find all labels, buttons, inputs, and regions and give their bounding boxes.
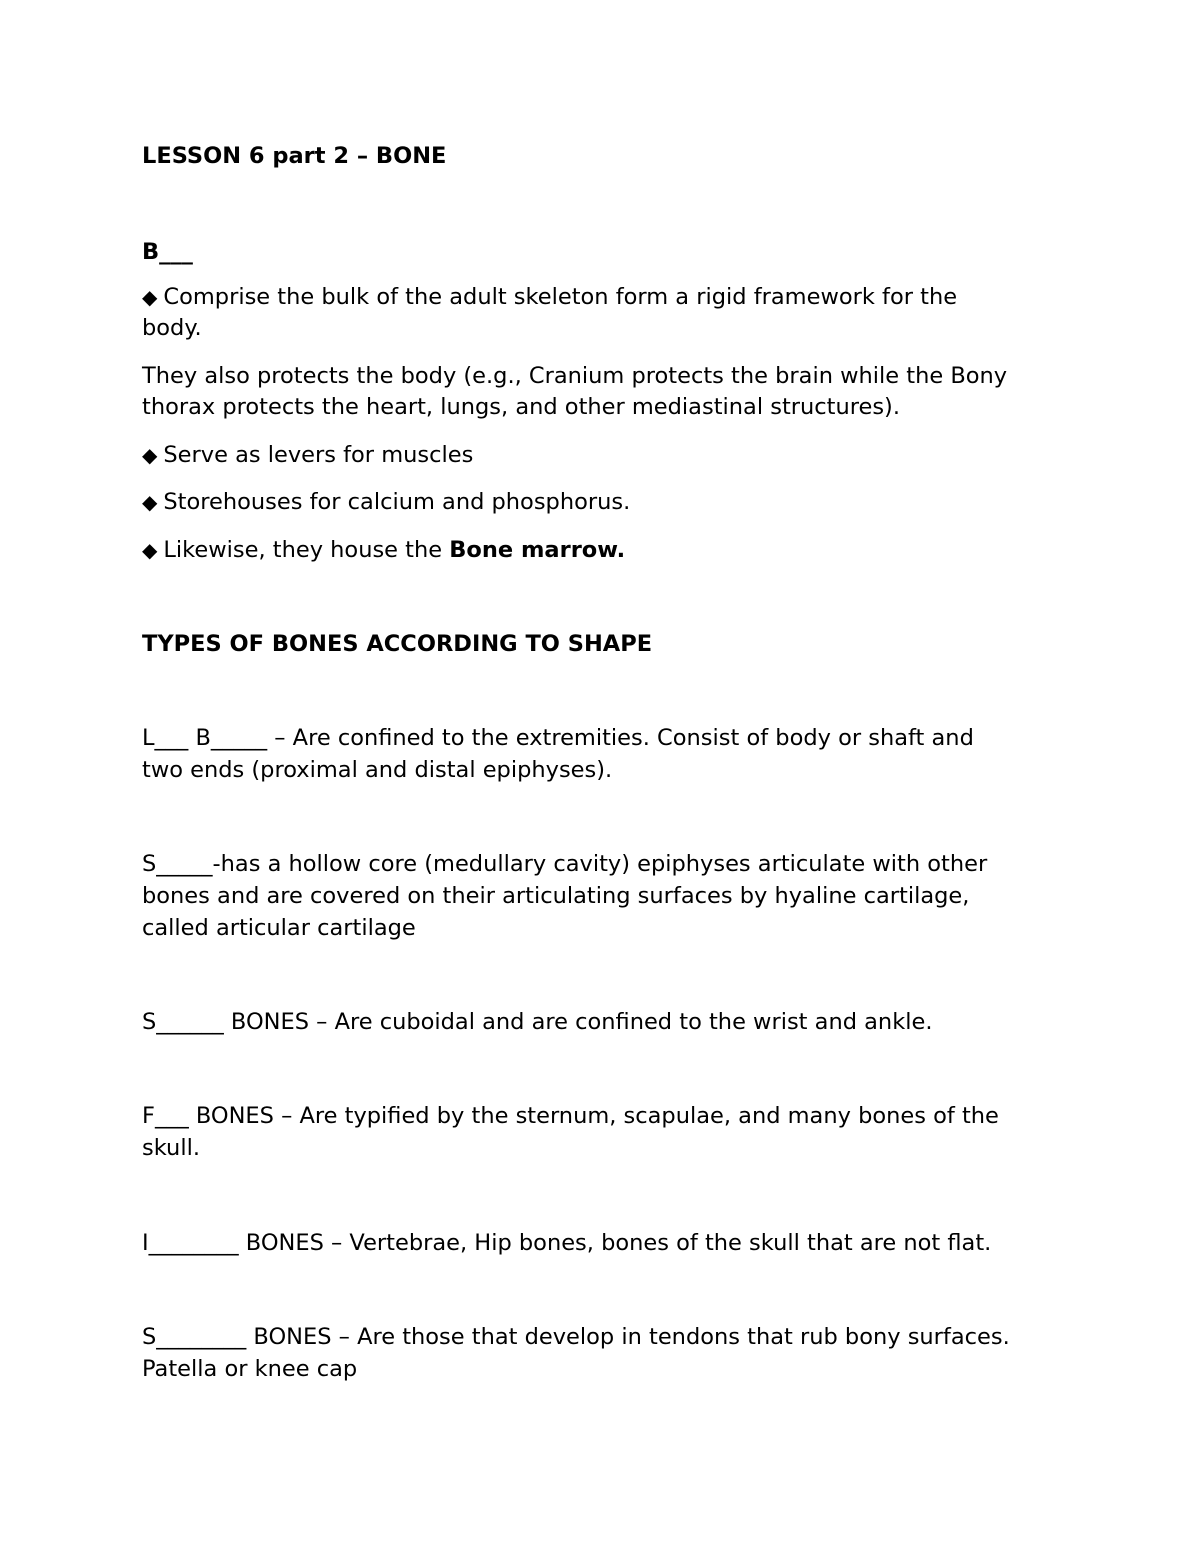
sesamoid-bones-line1: S________ BONES – Are those that develop in tendons that rub bony surfaces. <box>142 1324 1010 1350</box>
page-title: LESSON 6 part 2 – BONE <box>142 143 447 169</box>
bullet-framework-cont: body. <box>142 315 202 341</box>
bullet-text: Comprise the bulk of the adult skeleton form a rigid framework for the <box>163 284 958 310</box>
bullet-text: Likewise, they house the <box>163 537 450 563</box>
bullet-storehouses <box>142 486 630 518</box>
short-bones: S______ BONES – Are cuboidal and are confined to the wrist and ankle. <box>142 1009 933 1035</box>
long-bones-line2: two ends (proximal and distal epiphyses). <box>142 757 613 783</box>
bullet-marrow <box>142 534 625 566</box>
flat-bones-line2: skull. <box>142 1135 200 1161</box>
bullet-text: Serve as levers for muscles <box>163 442 474 468</box>
irregular-bones: I________ BONES – Vertebrae, Hip bones, bones of the skull that are not flat. <box>142 1230 992 1256</box>
shaft-line2: bones and are covered on their articulating surfaces by hyaline cartilage, <box>142 883 970 909</box>
flat-bones-line1: F___ BONES – Are typified by the sternum, scapulae, and many bones of the <box>142 1103 999 1129</box>
section-heading-bones: B___ <box>142 239 193 265</box>
bullet-bold-text: Bone marrow. <box>449 537 626 563</box>
long-bones-line1: L___ B_____ – Are confined to the extremities. Consist of body or shaft and <box>142 725 974 751</box>
diamond-bullet-icon: ◆ <box>142 443 158 467</box>
diamond-bullet-icon: ◆ <box>142 285 158 309</box>
paragraph-protects-line1: They also protects the body (e.g., Cranium protects the brain while the Bony <box>142 363 1008 389</box>
shaft-line1: S_____-has a hollow core (medullary cavity) epiphyses articulate with other <box>142 851 988 877</box>
diamond-bullet-icon: ◆ <box>142 538 158 562</box>
shaft-line3: called articular cartilage <box>142 915 416 941</box>
paragraph-protects-line2: thorax protects the heart, lungs, and other mediastinal structures). <box>142 394 900 420</box>
bullet-levers <box>142 439 473 471</box>
bullet-text: Storehouses for calcium and phosphorus. <box>163 489 631 515</box>
sesamoid-bones-line2: Patella or knee cap <box>142 1356 358 1382</box>
bullet-framework <box>142 281 957 313</box>
diamond-bullet-icon: ◆ <box>142 490 158 514</box>
section-heading-types: TYPES OF BONES ACCORDING TO SHAPE <box>142 631 653 657</box>
